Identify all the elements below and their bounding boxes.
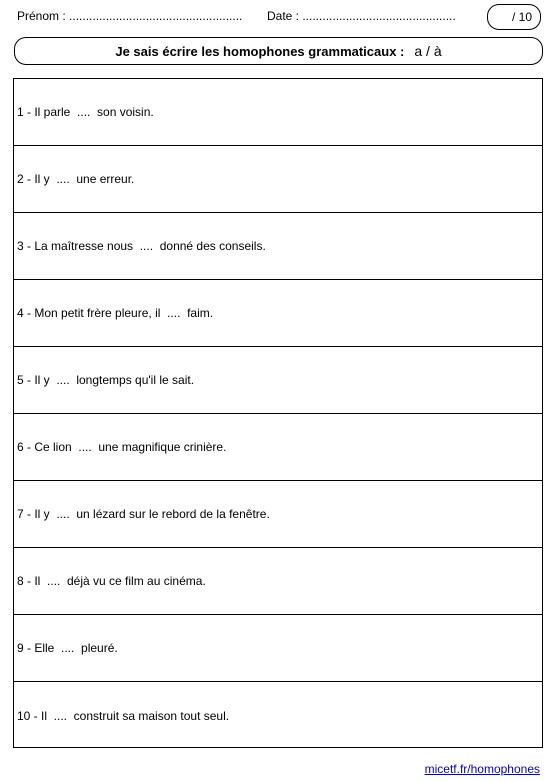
question-row: 8 - Il .... déjà vu ce film au cinéma. [14,548,542,615]
score-box: / 10 [487,4,541,30]
page-title: Je sais écrire les homophones grammaticaux : [115,43,405,59]
prenom-field: Prénom : .................................................... [17,9,243,23]
question-row: 7 - Il y .... un lézard sur le rebord de la fenêtre. [14,481,542,548]
question-row: 10 - Il .... construit sa maison tout seul. [17,708,230,723]
question-row: 4 - Mon petit frère pleure, il .... faim. [14,280,542,347]
question-row: 1 - Il parle .... son voisin. [14,79,542,146]
date-field: Date : .............................................. [267,9,456,23]
exercise-table [13,78,543,748]
title-subject: a / à [414,43,442,59]
question-row: 6 - Ce lion .... une magnifique crinière. [14,414,542,481]
title-box [14,37,543,65]
question-row: 2 - Il y .... une erreur. [14,146,542,213]
footer-link[interactable]: micetf.fr/homophones [424,762,540,776]
question-row: 5 - Il y .... longtemps qu'il le sait. [14,347,542,414]
question-row: 9 - Elle .... pleuré. [14,615,542,682]
question-row: 3 - La maîtresse nous .... donné des conseils. [14,213,542,280]
